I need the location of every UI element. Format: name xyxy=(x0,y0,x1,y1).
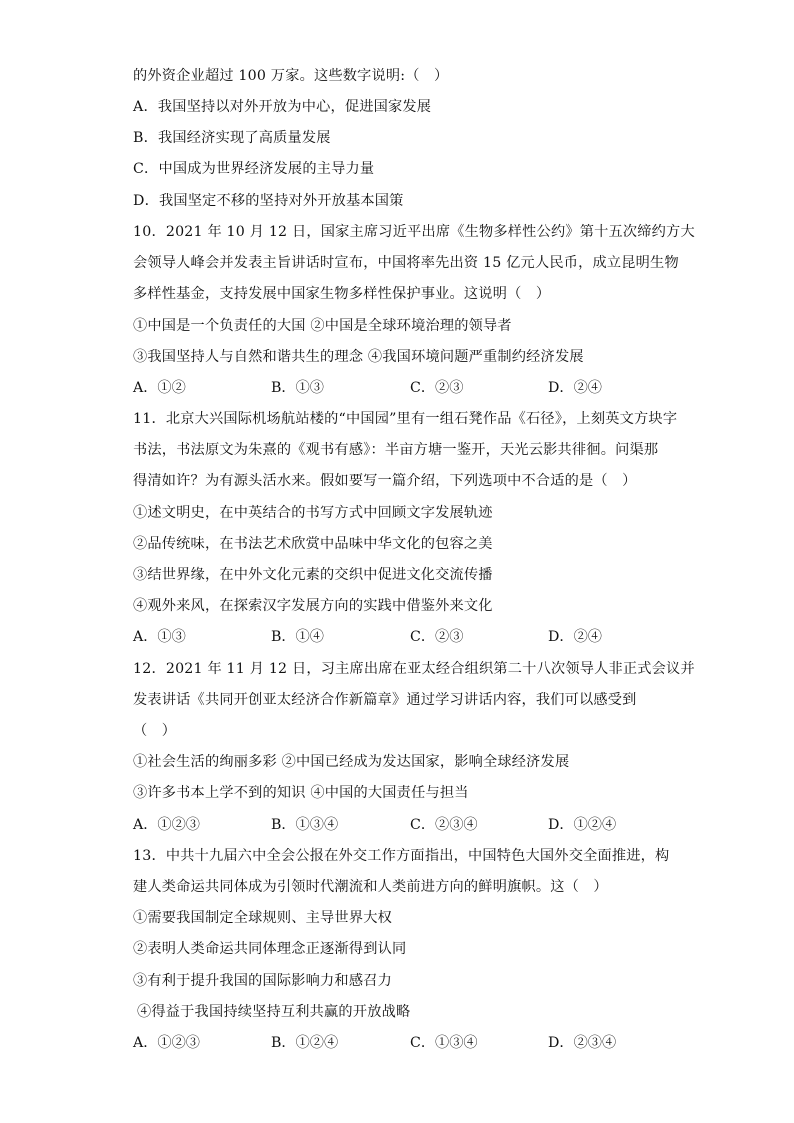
statement-line: ②表明人类命运共同体理念正逐渐得到认同 xyxy=(133,941,407,957)
statement-line: ①需要我国制定全球规则、主导世界大权 xyxy=(133,910,392,926)
option-line: D．我国坚定不移的坚持对外开放基本国策 xyxy=(133,193,404,209)
answer-option: A．①③ xyxy=(133,629,186,645)
answer-option: D．②③④ xyxy=(548,1035,617,1051)
option-line: C．中国成为世界经济发展的主导力量 xyxy=(133,161,375,177)
answer-option: B．①②④ xyxy=(271,1035,339,1051)
question-11-text: 书法，书法原文为朱熹的《观书有感》：半亩方塘一鉴开，天光云影共徘徊。问渠那 xyxy=(133,442,659,458)
answer-option: C．②③ xyxy=(410,380,464,396)
statement-line: ①述文明史，在中英结合的书写方式中回顾文字发展轨迹 xyxy=(133,505,493,521)
answer-option: B．①④ xyxy=(271,629,324,645)
question-13-text: 建人类命运共同体成为引领时代潮流和人类前进方向的鲜明旗帜。这（ ） xyxy=(133,879,608,895)
text-line: 的外资企业超过 100 万家。这些数字说明:（ ） xyxy=(133,68,449,84)
option-line: A．我国坚持以对外开放为中心，促进国家发展 xyxy=(133,99,432,115)
option-line: B．我国经济实现了高质量发展 xyxy=(133,130,331,146)
answer-option: A．①② xyxy=(133,380,186,396)
question-12-text: （ ） xyxy=(133,723,177,739)
question-10-text: 会领导人峰会并发表主旨讲话时宣布，中国将率先出资 15 亿元人民币，成立昆明生物 xyxy=(133,255,679,271)
answer-option: B．①③④ xyxy=(271,817,339,833)
answer-option: A．①②③ xyxy=(133,817,200,833)
question-12-text: 发表讲话《共同开创亚太经济合作新篇章》通过学习讲话内容，我们可以感受到 xyxy=(133,692,637,708)
statement-line: ③结世界缘，在中外文化元素的交织中促进文化交流传播 xyxy=(133,567,493,583)
answer-option: D．②④ xyxy=(548,380,602,396)
statement-line: ③许多书本上学不到的知识 ④中国的大国责任与担当 xyxy=(133,785,469,801)
question-13-text: 13．中共十九届六中全会公报在外交工作方面指出，中国特色大国外交全面推进，构 xyxy=(133,848,670,864)
answer-option: D．①②④ xyxy=(548,817,617,833)
statement-line: ③有利于提升我国的国际影响力和感召力 xyxy=(133,973,392,989)
statement-line: ②品传统味，在书法艺术欣赏中品味中华文化的包容之美 xyxy=(133,536,493,552)
question-12-text: 12．2021 年 11 月 12 日，习主席出席在亚太经合组织第二十八次领导人非正式会议并 xyxy=(133,661,695,677)
answer-option: D．②④ xyxy=(548,629,602,645)
answer-option: C．①③④ xyxy=(410,1035,478,1051)
answer-option: A．①②③ xyxy=(133,1035,200,1051)
statement-line: ①中国是一个负责任的大国 ②中国是全球环境治理的领导者 xyxy=(133,318,512,334)
question-11-text: 11．北京大兴国际机场航站楼的“中国园”里有一组石凳作品《石径》，上刻英文方块字 xyxy=(133,411,678,427)
statement-line: ③我国坚持人与自然和谐共生的理念 ④我国环境问题严重制约经济发展 xyxy=(133,349,584,365)
answer-option: C．②③④ xyxy=(410,817,478,833)
answer-option: B．①③ xyxy=(271,380,324,396)
question-10-text: 多样性基金，支持发展中国家生物多样性保护事业。这说明（ ） xyxy=(133,286,551,302)
statement-line: ④观外来风，在探索汉字发展方向的实践中借鉴外来文化 xyxy=(133,598,493,614)
question-10-text: 10．2021 年 10 月 12 日，国家主席习近平出席《生物多样性公约》第十五次缔约方大 xyxy=(133,224,695,240)
statement-line: ①社会生活的绚丽多彩 ②中国已经成为发达国家，影响全球经济发展 xyxy=(133,754,570,770)
question-11-text: 得清如许？为有源头活水来。假如要写一篇介绍，下列选项中不合适的是（ ） xyxy=(133,473,637,489)
answer-option: C．②③ xyxy=(410,629,464,645)
statement-line: ④得益于我国持续坚持互利共赢的开放战略 xyxy=(137,1004,411,1020)
